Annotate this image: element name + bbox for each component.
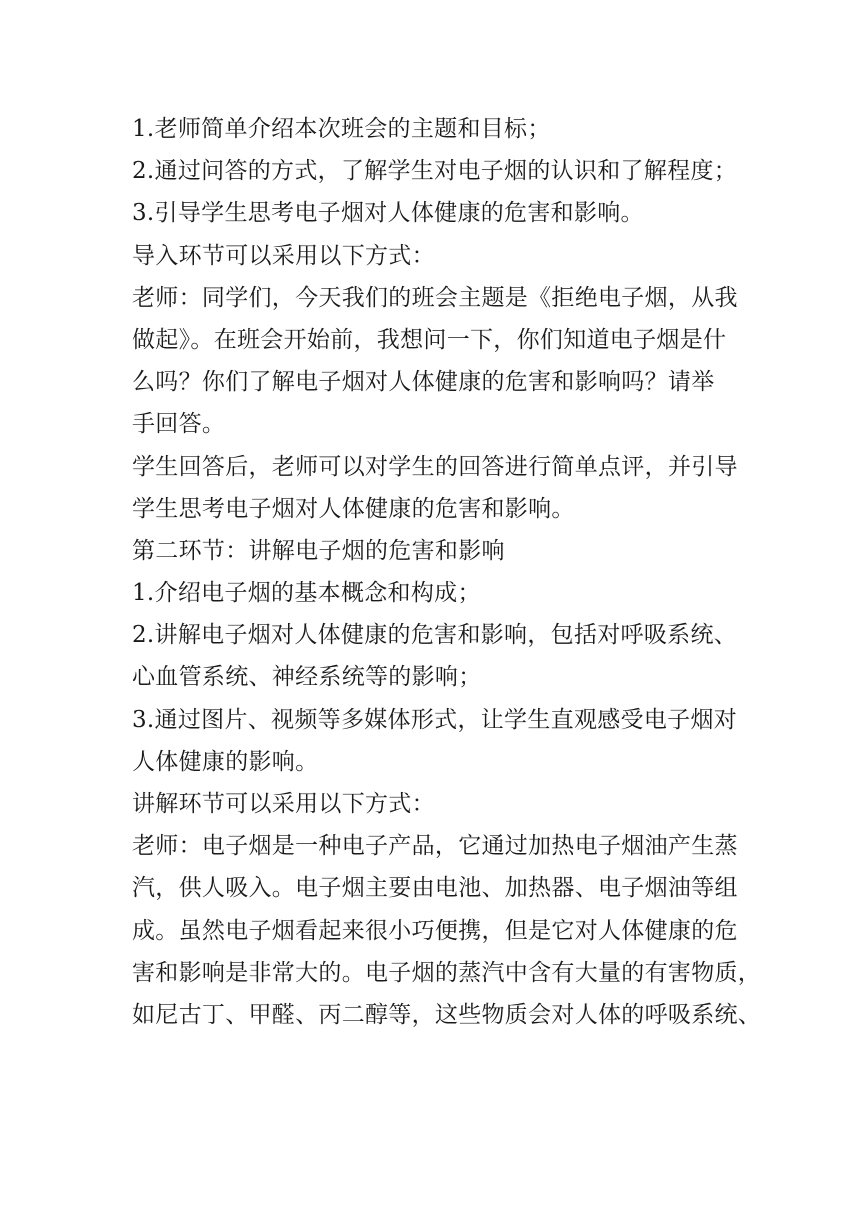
text-line: 1.老师简单介绍本次班会的主题和目标； [132, 116, 551, 142]
text-line: 老师：电子烟是一种电子产品，它通过加热电子烟油产生蒸 [132, 833, 738, 860]
text-line: 3.引导学生思考电子烟对人体健康的危害和影响。 [132, 200, 644, 227]
text-line: 老师：同学们，今天我们的班会主题是《拒绝电子烟，从我 [132, 284, 738, 311]
text-line: 手回答。 [132, 411, 226, 438]
text-line: 害和影响是非常大的。电子烟的蒸汽中含有大量的有害物质， [132, 959, 762, 986]
text-line: 人体健康的影响。 [132, 748, 319, 775]
text-line: 学生思考电子烟对人体健康的危害和影响。 [132, 495, 575, 522]
section-heading: 第二环节：讲解电子烟的危害和影响 [132, 537, 505, 564]
document-body [132, 108, 762, 1036]
text-line: 2.通过问答的方式，了解学生对电子烟的认识和了解程度； [132, 158, 738, 185]
text-line: 做起》。在班会开始前，我想问一下，你们知道电子烟是什 [132, 326, 727, 353]
text-line: 3.通过图片、视频等多媒体形式，让学生直观感受电子烟对 [132, 706, 738, 733]
text-line: 1.介绍电子烟的基本概念和构成； [132, 580, 481, 607]
text-line: 2.讲解电子烟对人体健康的危害和影响，包括对呼吸系统、 [132, 622, 738, 649]
text-line: 导入环节可以采用以下方式： [132, 242, 435, 269]
text-line: 讲解环节可以采用以下方式： [132, 791, 435, 817]
text-line: 如尼古丁、甲醛、丙二醇等，这些物质会对人体的呼吸系统、 [132, 1001, 762, 1028]
text-line: 成。虽然电子烟看起来很小巧便携，但是它对人体健康的危 [132, 917, 738, 944]
text-line: 么吗？你们了解电子烟对人体健康的危害和影响吗？请举 [132, 369, 715, 396]
text-line: 学生回答后，老师可以对学生的回答进行简单点评，并引导 [132, 453, 738, 480]
text-line: 心血管系统、神经系统等的影响； [132, 664, 482, 691]
text-line: 汽，供人吸入。电子烟主要由电池、加热器、电子烟油等组 [132, 875, 738, 902]
